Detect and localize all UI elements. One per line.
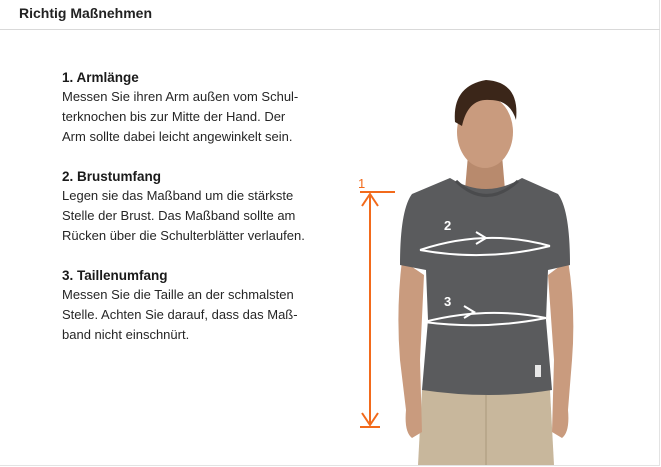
measurement-illustration bbox=[340, 60, 640, 465]
marker-1-label: 1 bbox=[358, 176, 366, 191]
step-text-line: Messen Sie ihren Arm außen vom Schul- bbox=[62, 89, 299, 104]
step-text-line: Messen Sie die Taille an der schmalsten bbox=[62, 287, 294, 302]
step-waist bbox=[62, 266, 332, 345]
marker-3-label: 3 bbox=[444, 294, 452, 309]
step-text-line: Legen sie das Maßband um die stärkste bbox=[62, 188, 294, 203]
instructions-list bbox=[62, 68, 332, 365]
panel-header bbox=[0, 0, 660, 30]
step-chest bbox=[62, 167, 332, 246]
step-text-line: band nicht einschnürt. bbox=[62, 327, 190, 342]
shirt-shape bbox=[400, 178, 570, 395]
shirt-label bbox=[535, 365, 541, 377]
step-title: 1. Armlänge bbox=[62, 70, 139, 85]
step-title: 3. Taillenumfang bbox=[62, 268, 168, 283]
marker-2-label: 2 bbox=[444, 218, 452, 233]
step-arm-length bbox=[62, 68, 332, 147]
step-text-line: Stelle. Achten Sie darauf, dass das Maß- bbox=[62, 307, 298, 322]
page-title: Richtig Maßnehmen bbox=[19, 5, 153, 21]
step-text-line: Arm sollte dabei leicht angewinkelt sein. bbox=[62, 129, 293, 144]
step-text-line: Rücken über die Schulterblätter verlaufen. bbox=[62, 228, 305, 243]
left-arm-shape bbox=[398, 260, 424, 438]
right-arm-shape bbox=[548, 260, 573, 438]
step-text-line: Stelle der Brust. Das Maßband sollte am bbox=[62, 208, 296, 223]
step-text bbox=[62, 285, 332, 345]
step-text bbox=[62, 186, 332, 246]
arm-measurement-line bbox=[360, 192, 395, 427]
step-text bbox=[62, 87, 332, 147]
step-text-line: terknochen bis zur Mitte der Hand. Der bbox=[62, 109, 286, 124]
step-title: 2. Brustumfang bbox=[62, 169, 162, 184]
model-figure bbox=[340, 60, 640, 465]
